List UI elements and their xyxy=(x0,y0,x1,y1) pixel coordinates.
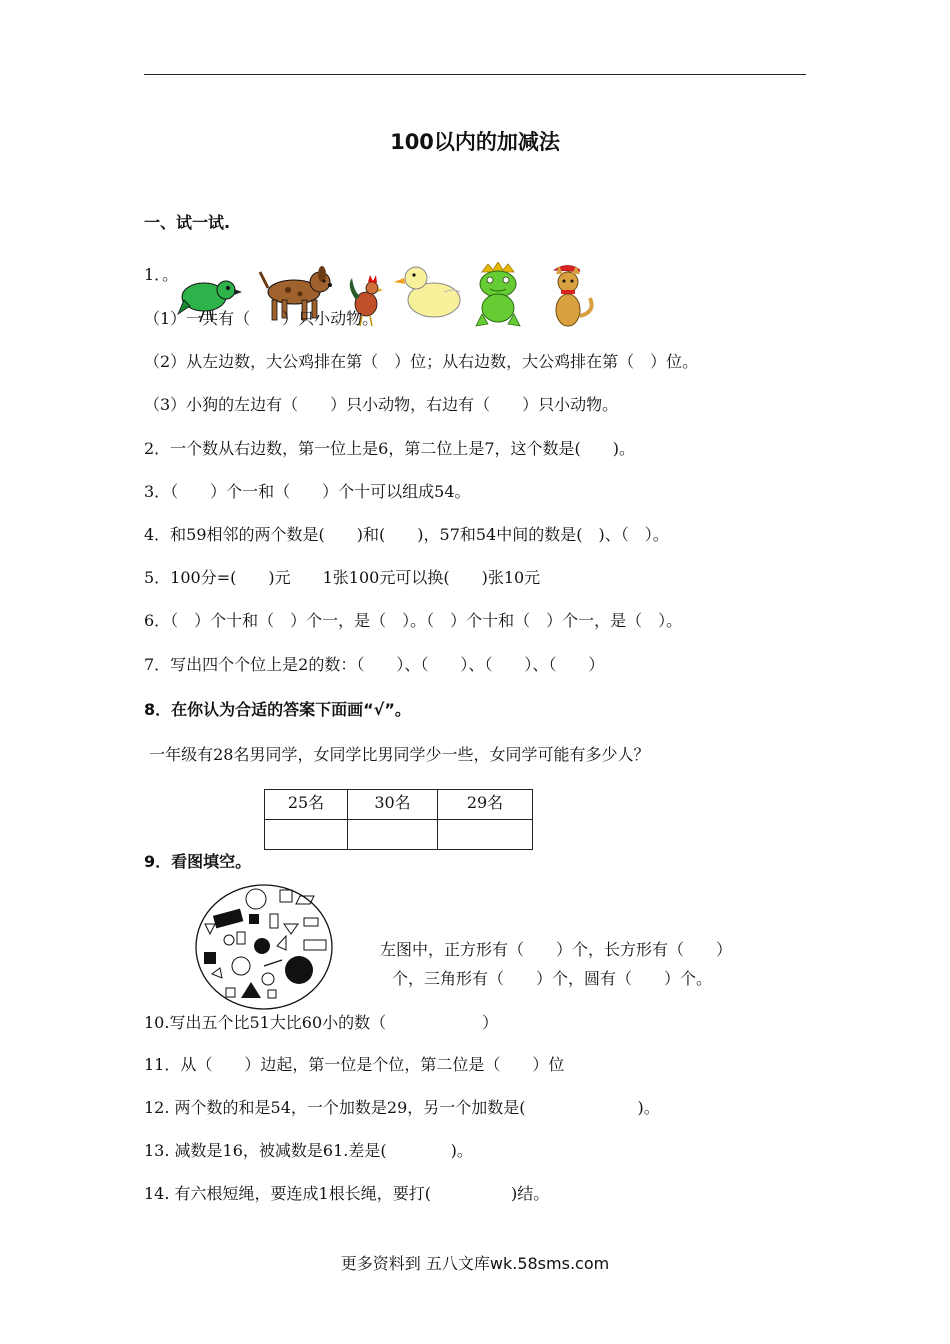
page-title: 100以内的加减法 xyxy=(390,130,560,154)
q9-heading: 9．看图填空。 xyxy=(144,852,252,871)
cat-icon xyxy=(554,265,592,326)
section-heading: 一、试一试. xyxy=(144,213,231,232)
q4: 4．和59相邻的两个数是( )和( )，57和54中间的数是( )、（ ）。 xyxy=(144,525,669,544)
q9-line1: 左图中，正方形有（ ）个，长方形有（ ） xyxy=(380,940,733,959)
answer-cell[interactable] xyxy=(348,820,438,850)
q12: 12. 两个数的和是54，一个加数是29，另一个加数是( )。 xyxy=(144,1098,660,1117)
q8-prompt: 8．在你认为合适的答案下面画“√”。 xyxy=(144,700,411,719)
q1-sub3: （3）小狗的左边有（ ）只小动物，右边有（ ）只小动物。 xyxy=(144,395,619,414)
q7: 7．写出四个个位上是2的数：（ ）、（ ）、（ ）、（ ） xyxy=(144,655,605,674)
q5: 5．100分=( )元 1张100元可以换( )张10元 xyxy=(144,568,541,587)
q1-sub1: （1）一共有（ ）只小动物。 xyxy=(144,309,379,328)
q13: 13. 减数是16，被减数是61.差是( )。 xyxy=(144,1141,473,1160)
q3: 3．（ ）个一和（ ）个十可以组成54。 xyxy=(144,482,471,501)
frog-icon xyxy=(476,262,520,326)
option-cell: 25名 xyxy=(265,790,348,820)
duck-icon xyxy=(394,267,460,317)
answer-cell[interactable] xyxy=(438,820,533,850)
footer-watermark: 更多资料到 五八文库wk.58sms.com xyxy=(340,1254,610,1273)
answer-table xyxy=(264,789,533,850)
q10: 10.写出五个比51大比60小的数（ ） xyxy=(144,1013,499,1032)
q6: 6．（ ）个十和（ ）个一，是（ ）。（ ）个十和（ ）个一，是（ ）。 xyxy=(144,611,683,630)
option-cell: 30名 xyxy=(348,790,438,820)
q9-line2: 个，三角形有（ ）个，圆有（ ）个。 xyxy=(392,969,713,988)
header-rule xyxy=(144,74,806,75)
shapes-figure xyxy=(194,882,336,1012)
option-cell: 29名 xyxy=(438,790,533,820)
q8-question: 一年级有28名男同学，女同学比男同学少一些，女同学可能有多少人？ xyxy=(144,745,650,764)
q2: 2．一个数从右边数，第一位上是6，第二位上是7，这个数是( )。 xyxy=(144,439,636,458)
answer-cell[interactable] xyxy=(265,820,348,850)
q1-sub2: （2）从左边数，大公鸡排在第（ ）位；从右边数，大公鸡排在第（ ）位。 xyxy=(144,352,699,371)
q1-number: 1．。 xyxy=(144,265,179,284)
q11: 11．从（ ）边起，第一位是个位，第二位是（ ）位 xyxy=(144,1055,565,1074)
q14: 14. 有六根短绳，要连成1根长绳，要打( )结。 xyxy=(144,1184,550,1203)
